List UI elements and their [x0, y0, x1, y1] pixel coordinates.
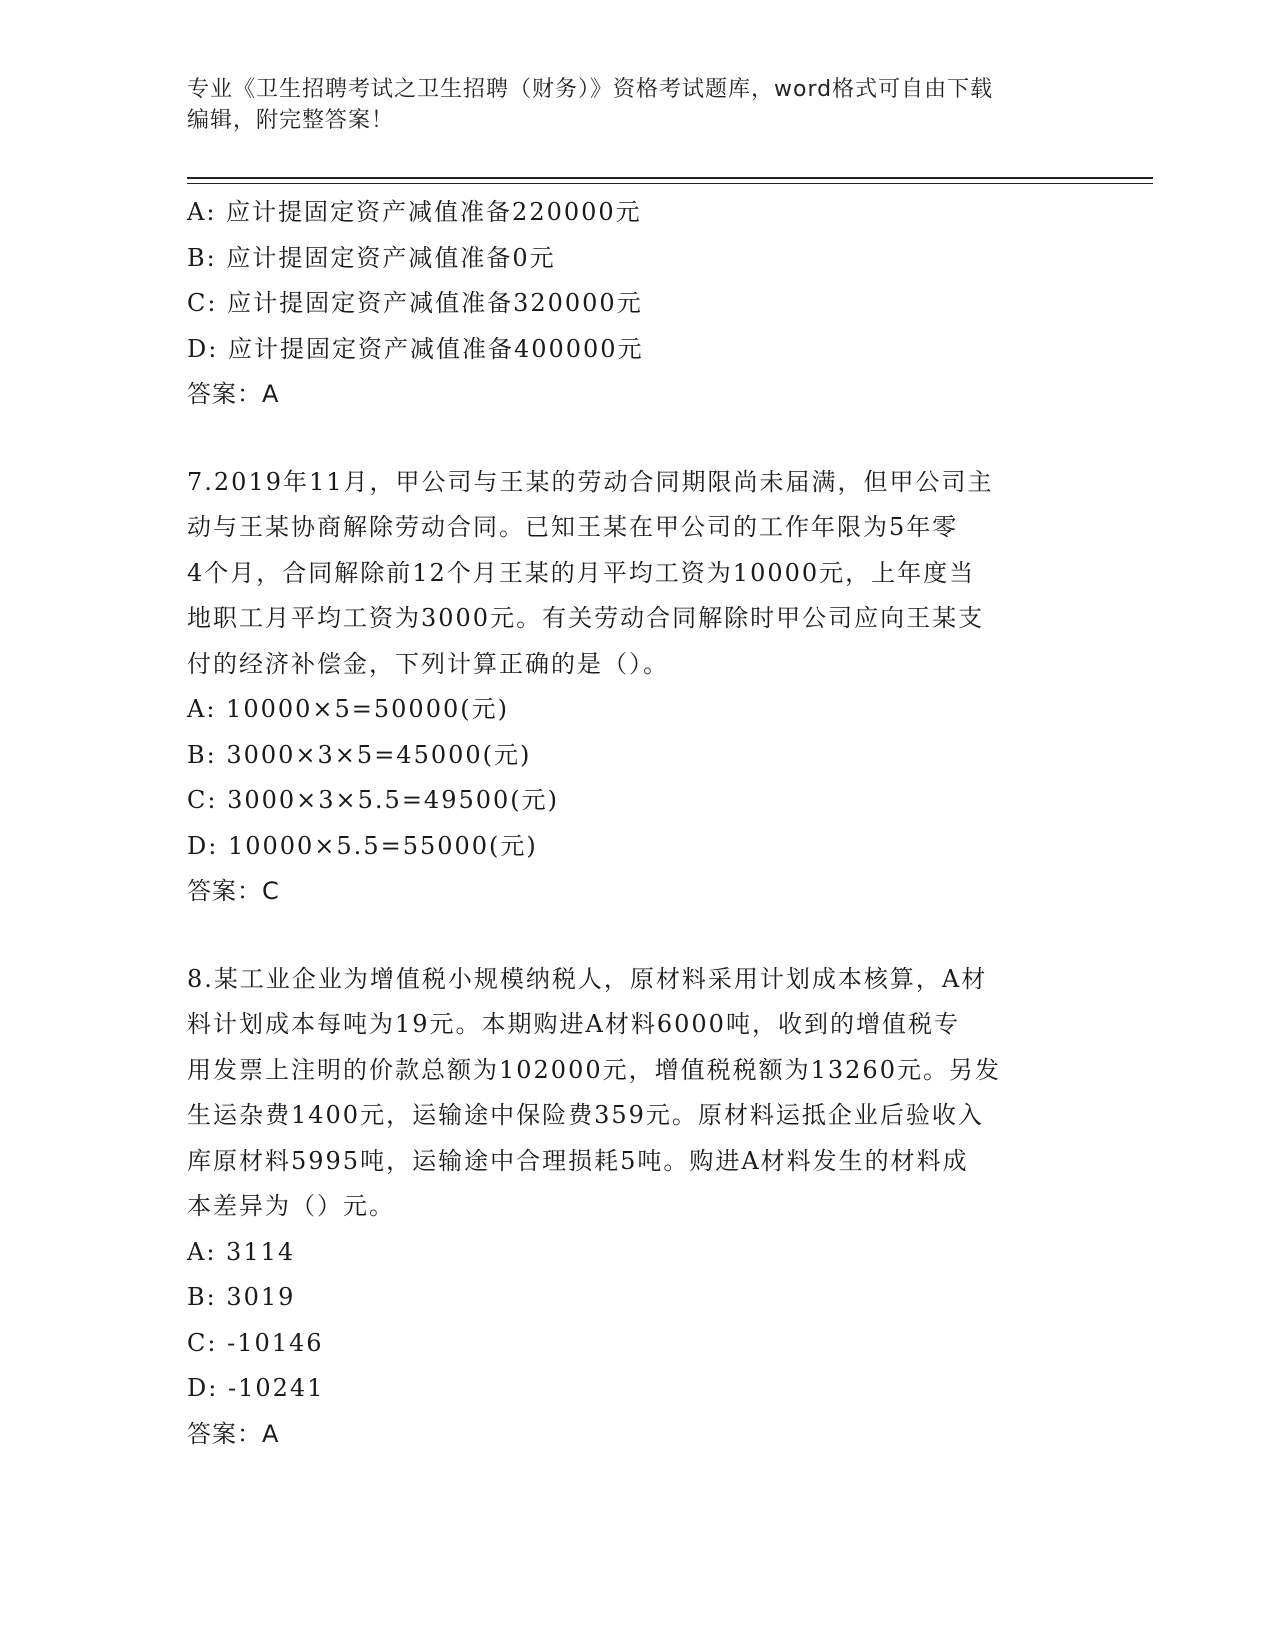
option-d: D: -10241: [187, 1374, 325, 1402]
question-8: [187, 957, 1087, 1458]
option-a: A: 10000×5=50000(元): [187, 695, 509, 723]
option-d: D: 10000×5.5=55000(元): [187, 831, 538, 860]
header-divider-thin: [187, 183, 1153, 184]
header-line-2: 编辑，附完整答案！: [187, 108, 395, 133]
option-b: B: 3019: [187, 1283, 296, 1311]
question-text-line: 动与王某协商解除劳动合同。已知王某在甲公司的工作年限为5年零: [187, 513, 959, 541]
document-header: [187, 74, 1067, 136]
option-a: A: 应计提固定资产减值准备220000元: [187, 198, 642, 226]
option-b: B: 3000×3×5=45000(元): [187, 740, 532, 769]
question-text-line: 付的经济补偿金，下列计算正确的是（）。: [187, 649, 669, 678]
question-text-line: 料计划成本每吨为19元。本期购进A材料6000吨，收到的增值税专: [187, 1010, 960, 1038]
spacer: [187, 915, 1087, 957]
question-text-line: 4个月，合同解除前12个月王某的月平均工资为10000元，上年度当: [187, 558, 976, 587]
option-d: D: 应计提固定资产减值准备400000元: [187, 334, 644, 363]
question-7: [187, 460, 1087, 915]
answer: 答案：A: [187, 380, 280, 408]
answer: 答案：C: [187, 877, 280, 905]
option-b: B: 应计提固定资产减值准备0元: [187, 243, 556, 272]
spacer: [187, 418, 1087, 460]
question-text-line: 7.2019年11月，甲公司与王某的劳动合同期限尚未届满，但甲公司主: [187, 467, 994, 496]
header-divider-thick: [187, 177, 1153, 179]
question-text-line: 本差异为（）元。: [187, 1192, 395, 1220]
answer: 答案：A: [187, 1419, 280, 1448]
question-text-line: 地职工月平均工资为3000元。有关劳动合同解除时甲公司应向王某支: [187, 604, 985, 632]
question-text-line: 生运杂费1400元，运输途中保险费359元。原材料运抵企业后验收入: [187, 1101, 984, 1129]
option-c: C: 3000×3×5.5=49500(元): [187, 786, 559, 814]
option-a: A: 3114: [187, 1237, 296, 1266]
question-text-line: 库原材料5995吨，运输途中合理损耗5吨。购进A材料发生的材料成: [187, 1146, 969, 1175]
question-text-line: 用发票上注明的价款总额为102000元，增值税税额为13260元。另发: [187, 1055, 1001, 1084]
header-line-1: 专业《卫生招聘考试之卫生招聘（财务）》资格考试题库，word格式可自由下载: [187, 77, 994, 102]
option-c: C: -10146: [187, 1328, 324, 1357]
document-body: [187, 190, 1087, 1457]
question-text-line: 8.某工业企业为增值税小规模纳税人，原材料采用计划成本核算，A材: [187, 964, 988, 993]
question-6-tail: [187, 190, 1087, 418]
option-c: C: 应计提固定资产减值准备320000元: [187, 289, 643, 317]
